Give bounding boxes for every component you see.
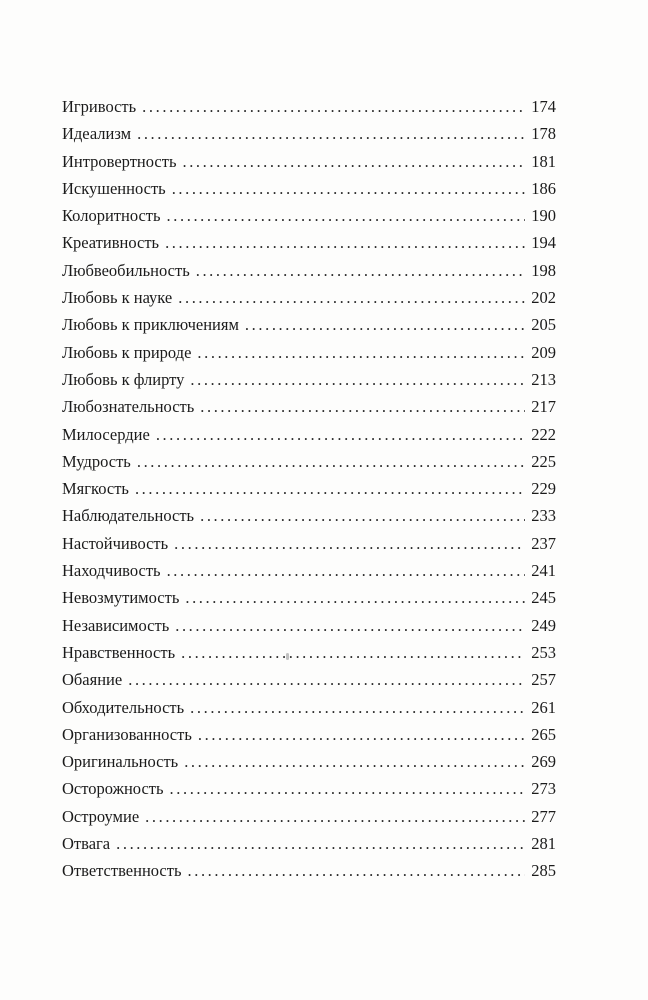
toc-entry-page-number: 281 <box>531 834 556 854</box>
toc-entry-title: Остроумие <box>62 806 140 826</box>
toc-entry <box>62 775 556 802</box>
toc-entry-title: Настойчивость <box>62 533 169 553</box>
toc-entry-page-number: 253 <box>531 642 556 662</box>
toc-dot-leader <box>156 421 525 448</box>
toc-entry-title: Обходительность <box>62 697 185 717</box>
toc-entry-page-number: 261 <box>531 697 556 717</box>
toc-entry-title: Игривость <box>62 97 137 116</box>
toc-entry <box>62 748 556 775</box>
toc-entry-page-number: 178 <box>531 124 556 144</box>
toc-entry <box>62 475 556 502</box>
toc-dot-leader <box>170 775 525 802</box>
toc-entry <box>62 448 556 475</box>
toc-dot-leader <box>182 148 525 175</box>
toc-dot-leader <box>181 639 525 666</box>
toc-entry-page-number: 229 <box>531 479 556 499</box>
toc-entry-title: Любовь к флирту <box>62 369 185 389</box>
toc-entry-title: Любовь к природе <box>62 342 192 362</box>
toc-dot-leader <box>245 311 525 338</box>
toc-entry-title: Креативность <box>62 233 160 253</box>
toc-entry-title: Оригинальность <box>62 752 179 772</box>
toc-entry-page-number: 209 <box>531 342 556 362</box>
toc-entry-title: Искушенность <box>62 178 166 198</box>
toc-entry <box>62 311 556 338</box>
toc-entry-title: Обаяние <box>62 670 123 690</box>
toc-entry-page-number: 237 <box>531 533 556 553</box>
toc-dot-leader <box>197 339 525 366</box>
toc-entry-page-number: 245 <box>531 588 556 608</box>
toc-entry-title: Отвага <box>62 834 111 854</box>
toc-entry <box>62 721 556 748</box>
toc-dot-leader <box>142 93 525 120</box>
toc-dot-leader <box>188 857 526 884</box>
toc-dot-leader <box>172 175 525 202</box>
toc-entry <box>62 421 556 448</box>
toc-dot-leader <box>165 229 525 256</box>
paper-speck <box>286 653 289 660</box>
toc-entry-title: Невозмутимость <box>62 588 180 608</box>
toc-entry-page-number: 213 <box>531 369 556 389</box>
toc-entry-page-number: 217 <box>531 397 556 417</box>
toc-entry-page-number: 269 <box>531 752 556 772</box>
toc-entry <box>62 830 556 857</box>
toc-entry-page-number: 225 <box>531 451 556 471</box>
toc-entry-page-number: 194 <box>531 233 556 253</box>
toc-entry-title: Осторожность <box>62 779 164 799</box>
table-of-contents <box>62 93 556 885</box>
toc-entry-title: Интровертность <box>62 151 177 171</box>
toc-entry <box>62 366 556 393</box>
toc-entry <box>62 284 556 311</box>
toc-entry-title: Идеализм <box>62 124 132 144</box>
toc-entry <box>62 694 556 721</box>
toc-entry-page-number: 198 <box>531 260 556 280</box>
toc-entry <box>62 393 556 420</box>
toc-entry-page-number: 181 <box>531 151 556 171</box>
toc-dot-leader <box>184 748 525 775</box>
toc-dot-leader <box>167 202 525 229</box>
toc-entry-page-number: 222 <box>531 424 556 444</box>
toc-entry-title: Любовь к науке <box>62 288 173 308</box>
toc-entry-title: Милосердие <box>62 424 150 444</box>
toc-dot-leader <box>128 666 525 693</box>
toc-entry-title: Любвеобильность <box>62 260 190 280</box>
toc-dot-leader <box>178 284 525 311</box>
toc-entry-page-number: 233 <box>531 506 556 526</box>
toc-entry-title: Нравственность <box>62 642 176 662</box>
toc-entry-title: Мудрость <box>62 451 131 471</box>
toc-entry-title: Наблюдательность <box>62 506 195 526</box>
toc-entry-page-number: 190 <box>531 206 556 226</box>
toc-entry-title: Мягкость <box>62 479 129 499</box>
toc-entry <box>62 639 556 666</box>
toc-entry-title: Организованность <box>62 724 192 744</box>
toc-dot-leader <box>116 830 525 857</box>
toc-entry-page-number: 186 <box>531 178 556 198</box>
toc-dot-leader <box>200 502 525 529</box>
toc-entry-page-number: 174 <box>531 97 556 116</box>
toc-entry <box>62 229 556 256</box>
toc-entry-page-number: 205 <box>531 315 556 335</box>
toc-dot-leader <box>190 694 525 721</box>
toc-entry-title: Ответственность <box>62 861 182 881</box>
toc-entry <box>62 175 556 202</box>
toc-entry-page-number: 285 <box>531 861 556 881</box>
toc-dot-leader <box>175 612 525 639</box>
toc-entry-title: Колоритность <box>62 206 161 226</box>
toc-entry <box>62 857 556 884</box>
toc-entry <box>62 202 556 229</box>
toc-dot-leader <box>196 257 525 284</box>
toc-entry <box>62 612 556 639</box>
toc-entry-page-number: 277 <box>531 806 556 826</box>
toc-entry <box>62 257 556 284</box>
toc-entry <box>62 557 556 584</box>
toc-entry <box>62 120 556 147</box>
toc-dot-leader <box>200 393 525 420</box>
toc-dot-leader <box>145 803 525 830</box>
toc-dot-leader <box>198 721 525 748</box>
toc-entry <box>62 584 556 611</box>
toc-entry-title: Любознательность <box>62 397 195 417</box>
toc-entry-page-number: 273 <box>531 779 556 799</box>
toc-dot-leader <box>174 530 525 557</box>
toc-dot-leader <box>190 366 525 393</box>
toc-entry <box>62 502 556 529</box>
toc-dot-leader <box>167 557 525 584</box>
toc-entry <box>62 339 556 366</box>
toc-dot-leader <box>137 120 525 147</box>
toc-entry-page-number: 241 <box>531 561 556 581</box>
toc-dot-leader <box>135 475 525 502</box>
toc-entry-title: Независимость <box>62 615 170 635</box>
toc-entry <box>62 148 556 175</box>
toc-entry-page-number: 265 <box>531 724 556 744</box>
toc-dot-leader <box>185 584 525 611</box>
toc-entry <box>62 530 556 557</box>
toc-entry-page-number: 249 <box>531 615 556 635</box>
toc-entry-page-number: 257 <box>531 670 556 690</box>
toc-entry-title: Находчивость <box>62 561 161 581</box>
toc-entry-title: Любовь к приключениям <box>62 315 239 335</box>
toc-entry <box>62 666 556 693</box>
toc-entry <box>62 803 556 830</box>
toc-entry-page-number: 202 <box>531 288 556 308</box>
toc-entry <box>62 93 556 120</box>
toc-dot-leader <box>137 448 525 475</box>
